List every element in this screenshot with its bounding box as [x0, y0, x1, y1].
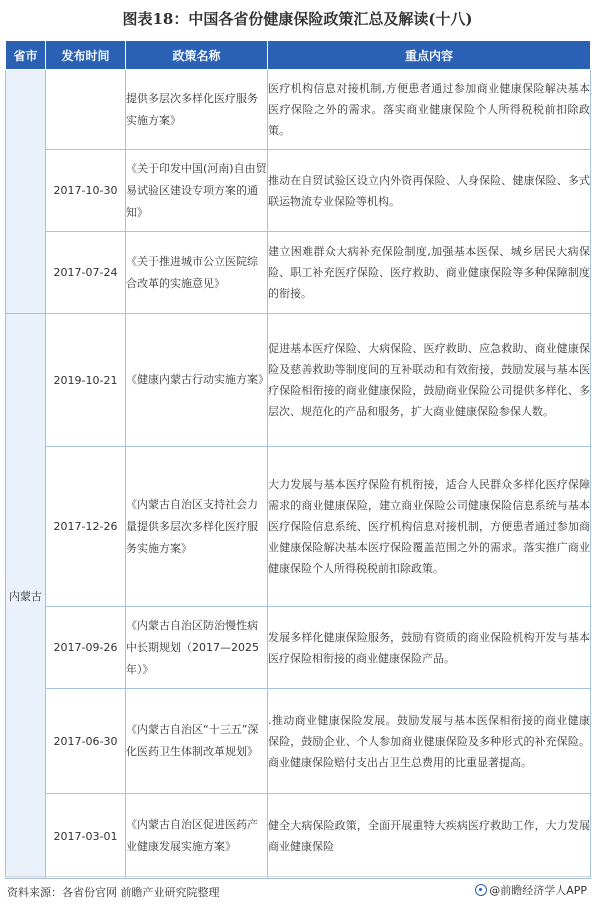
policy-content-cell: 医疗机构信息对接机制,方便患者通过参加商业健康保险解决基本医疗保险之外的需求。落实商业健康保险个人所得税税前扣除政策。 — [268, 70, 591, 150]
policy-table — [5, 40, 591, 879]
source-note: 资料来源：各省份官网 前瞻产业研究院整理 — [7, 886, 220, 899]
brand-logo-icon — [475, 884, 487, 896]
province-cell-neimenggu: 内蒙古 — [6, 314, 46, 879]
policy-content-cell: 推动在自贸试验区设立内外资再保险、人身保险、健康保险、多式联运物流专业保险等机构。 — [268, 150, 591, 232]
table-row — [6, 447, 591, 607]
policy-name-cell: 《内蒙古自治区“十三五”深化医药卫生体制改革规划》 — [126, 689, 268, 794]
policy-name-cell: 《关于印发中国(河南)自由贸易试验区建设专项方案的通知》 — [126, 150, 268, 232]
date-cell: 2017-06-30 — [46, 689, 126, 794]
policy-content-cell: 建立困难群众大病补充保险制度,加强基本医保、城乡居民大病保险、职工补充医疗保险、医疗救助、商业健康保险等多种保障制度的衔接。 — [268, 232, 591, 314]
table-row — [6, 232, 591, 314]
policy-name-cell: 提供多层次多样化医疗服务实施方案》 — [126, 70, 268, 150]
page-title: 图表18：中国各省份健康保险政策汇总及解读(十八) — [122, 10, 473, 28]
date-cell: 2017-12-26 — [46, 447, 126, 607]
header-name: 政策名称 — [126, 41, 268, 70]
date-cell: 2017-10-30 — [46, 150, 126, 232]
table-row — [6, 794, 591, 879]
policy-name-cell: 《健康内蒙古行动实施方案》 — [126, 314, 268, 447]
table-row — [6, 607, 591, 689]
date-cell: 2017-07-24 — [46, 232, 126, 314]
policy-content-cell: 发展多样化健康保险服务，鼓励有资质的商业保险机构开发与基本医疗保险相衔接的商业健康保险产品。 — [268, 607, 591, 689]
policy-name-cell: 《关于推进城市公立医院综合改革的实施意见》 — [126, 232, 268, 314]
table-row — [6, 314, 591, 447]
policy-content-cell: .推动商业健康保险发展。鼓励发展与基本医保相衔接的商业健康保险，鼓励企业、个人参加商业健康保险及多种形式的补充保险。商业健康保险赔付支出占卫生总费用的比重显著提高。 — [268, 689, 591, 794]
header-date: 发布时间 — [46, 41, 126, 70]
policy-content-cell: 大力发展与基本医疗保险有机衔接，适合人民群众多样化医疗保障需求的商业健康保险，建立商业保险公司健康保险信息系统与基本医疗保险信息系统、医疗机构信息对接机制，方便患者通过参加商业健康保险解决基本医疗保险覆盖范围之外的需求。落实推广商业健康保险个人所得税税前扣除政策。 — [268, 447, 591, 607]
header-content: 重点内容 — [268, 41, 591, 70]
date-cell: 2017-03-01 — [46, 794, 126, 879]
footer-divider — [5, 876, 590, 877]
date-cell: 2017-09-26 — [46, 607, 126, 689]
brand-credit-text: @前瞻经济学人APP — [489, 884, 587, 897]
table-header-row — [6, 41, 591, 70]
date-cell: 2019-10-21 — [46, 314, 126, 447]
policy-name-cell: 《内蒙古自治区促进医药产业健康发展实施方案》 — [126, 794, 268, 879]
brand-credit — [475, 882, 587, 898]
header-province: 省市 — [6, 41, 46, 70]
table-row — [6, 150, 591, 232]
table-row — [6, 689, 591, 794]
policy-content-cell: 促进基本医疗保险、大病保险、医疗救助、应急救助、商业健康保险及慈善救助等制度间的互补联动和有效衔接，鼓励发展与基本医疗保险相衔接的商业健康保险，鼓励商业保险公司提供多样化、多层次、规范化的产品和服务，扩大商业健康保险参保人数。 — [268, 314, 591, 447]
policy-name-cell: 《内蒙古自治区支持社会力量提供多层次多样化医疗服务实施方案》 — [126, 447, 268, 607]
policy-name-cell: 《内蒙古自治区防治慢性病中长期规划（2017—2025年）》 — [126, 607, 268, 689]
date-cell — [46, 70, 126, 150]
province-cell-henan — [6, 70, 46, 314]
policy-content-cell: 健全大病保险政策，全面开展重特大疾病医疗救助工作，大力发展商业健康保险 — [268, 794, 591, 879]
table-row — [6, 70, 591, 150]
